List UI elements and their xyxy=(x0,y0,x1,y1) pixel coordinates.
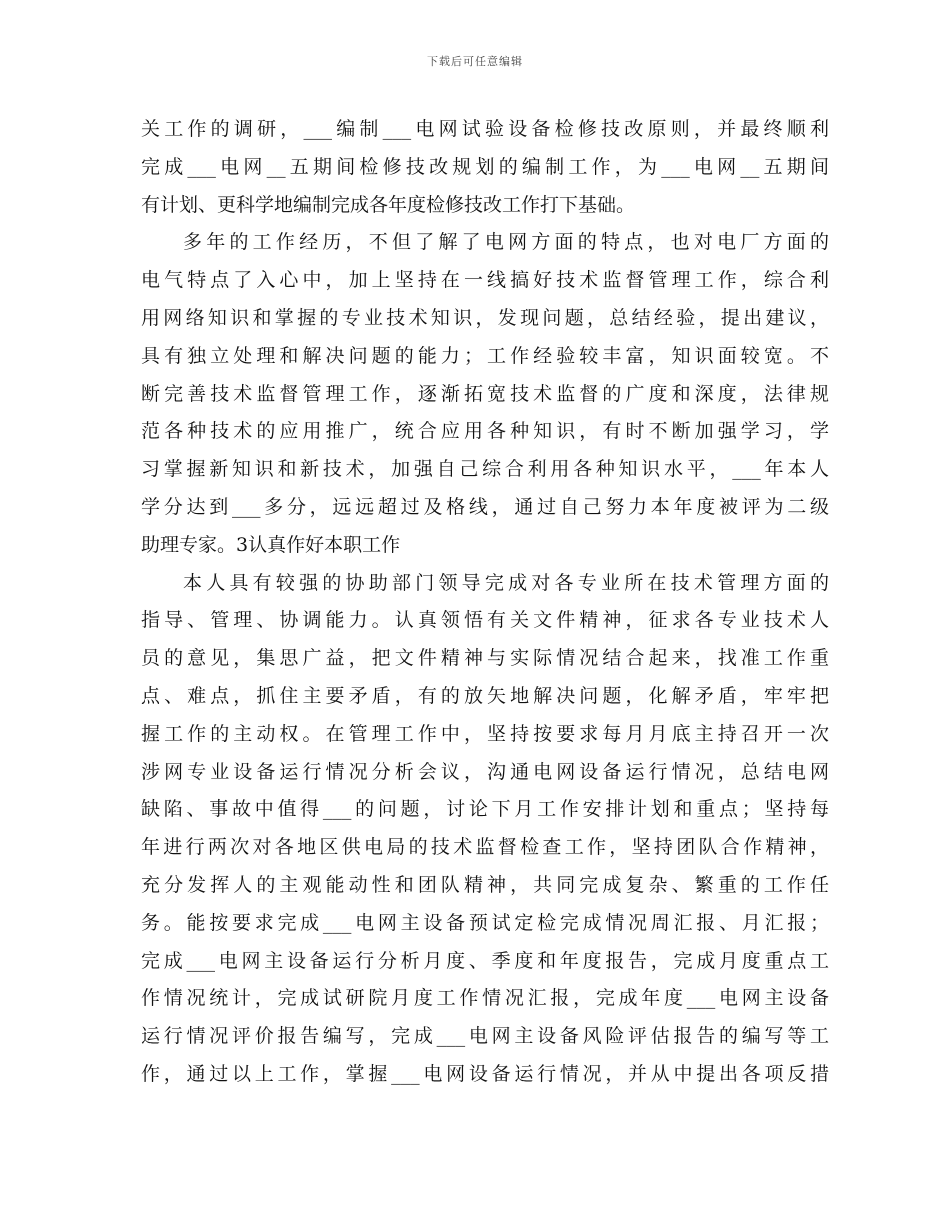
text-line: 多年的工作经历，不但了解了电网方面的特点，也对电厂方面的 xyxy=(183,231,829,254)
text-line: 指导、管理、协调能力。认真领悟有关文件精神，征求各专业技术人 xyxy=(141,609,829,632)
text-line: 学分达到___多分，远远超过及格线，通过自己努力本年度被评为二级 xyxy=(141,495,829,518)
text-line: 涉网专业设备运行情况分析会议，沟通电网设备运行情况，总结电网 xyxy=(141,760,829,783)
text-line: 员的意见，集思广益，把文件精神与实际情况结合起来，找准工作重 xyxy=(141,647,829,670)
text-line: 务。能按要求完成___电网主设备预试定检完成情况周汇报、月汇报； xyxy=(141,911,829,934)
text-line: 运行情况评价报告编写，完成___电网主设备风险评估报告的编写等工 xyxy=(141,1025,829,1048)
text-line: 助理专家。3认真作好本职工作 xyxy=(141,533,401,556)
text-line: 断完善技术监督管理工作，逐渐拓宽技术监督的广度和深度，法律规 xyxy=(141,382,829,405)
text-line: 点、难点，抓住主要矛盾，有的放矢地解决问题，化解矛盾，牢牢把 xyxy=(141,684,829,707)
text-line: 作，通过以上工作，掌握___电网设备运行情况，并从中提出各项反措 xyxy=(141,1062,829,1085)
document-body xyxy=(141,111,829,1094)
page-header: 下载后可任意编辑 xyxy=(427,55,523,68)
text-line: 握工作的主动权。在管理工作中，坚持按要求每月月底主持召开一次 xyxy=(141,722,829,745)
text-line: 关工作的调研，___编制___电网试验设备检修技改原则，并最终顺利 xyxy=(141,118,829,140)
text-line: 本人具有较强的协助部门领导完成对各专业所在技术管理方面的 xyxy=(183,571,829,594)
text-line: 具有独立处理和解决问题的能力；工作经验较丰富，知识面较宽。不 xyxy=(141,344,829,367)
text-line: 作情况统计，完成试研院月度工作情况汇报，完成年度___电网主设备 xyxy=(141,987,829,1010)
text-line: 习掌握新知识和新技术，加强自己综合利用各种知识水平，___年本人 xyxy=(141,458,829,481)
text-line: 完成___电网__五期间检修技改规划的编制工作，为___电网__五期间 xyxy=(141,155,829,178)
text-line: 缺陷、事故中值得___的问题，讨论下月工作安排计划和重点；坚持每 xyxy=(141,798,829,821)
text-line: 完成___电网主设备运行分析月度、季度和年度报告，完成月度重点工 xyxy=(141,949,829,972)
text-line: 用网络知识和掌握的专业技术知识，发现问题，总结经验，提出建议， xyxy=(141,306,829,329)
text-line: 充分发挥人的主观能动性和团队精神，共同完成复杂、繁重的工作任 xyxy=(141,873,829,896)
text-line: 电气特点了入心中，加上坚持在一线搞好技术监督管理工作，综合利 xyxy=(141,269,829,292)
text-line: 范各种技术的应用推广，统合应用各种知识，有时不断加强学习，学 xyxy=(141,420,829,443)
text-line: 有计划、更科学地编制完成各年度检修技改工作打下基础。 xyxy=(141,193,636,216)
text-line: 年进行两次对各地区供电局的技术监督检查工作，坚持团队合作精神， xyxy=(141,836,829,859)
